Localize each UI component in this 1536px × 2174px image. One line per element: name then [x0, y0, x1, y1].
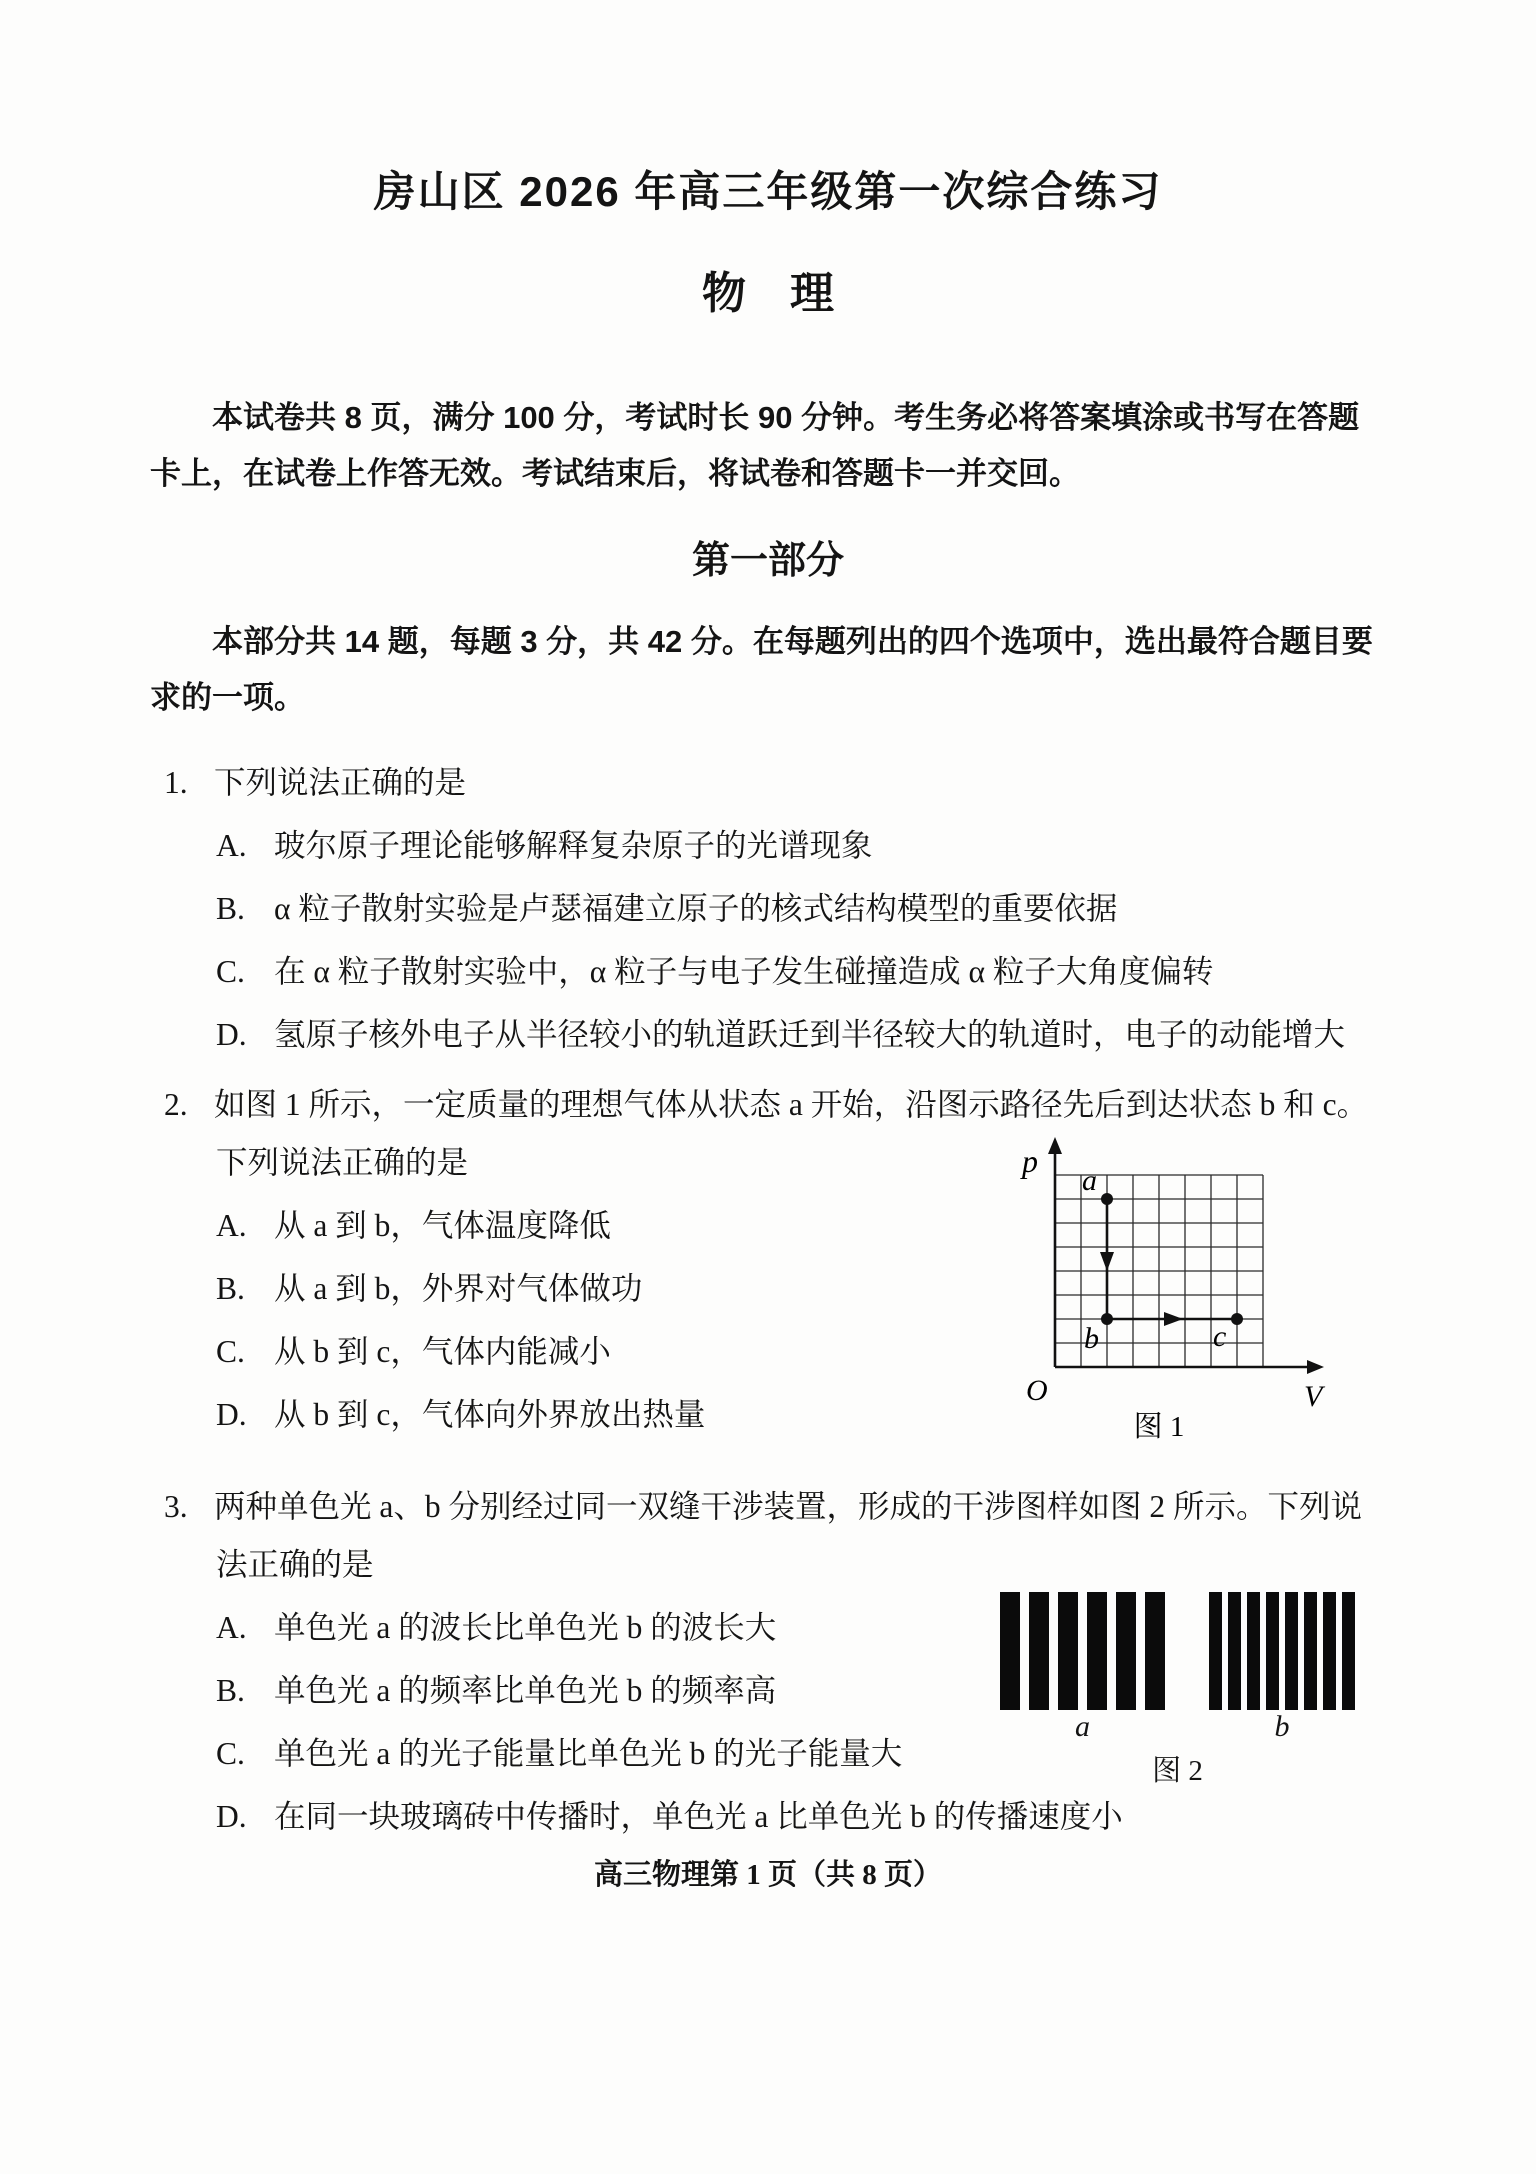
option-label: B. — [216, 1673, 245, 1708]
fringe-bar — [1000, 1592, 1020, 1710]
option-label: B. — [216, 891, 245, 926]
fringe-bar — [1087, 1592, 1107, 1710]
point-b-label: b — [1084, 1322, 1099, 1355]
process-path — [1107, 1199, 1237, 1319]
option-label: C. — [216, 1334, 245, 1369]
page-footer: 高三物理第 1 页（共 8 页） — [593, 1859, 942, 1891]
origin-label: O — [1026, 1374, 1048, 1407]
question-2-stem — [164, 1082, 1390, 1128]
fringe-bar — [1247, 1592, 1260, 1710]
question-1-stem-text: 下列说法正确的是 — [214, 765, 467, 800]
label-spacer — [1165, 1710, 1209, 1744]
question-3-stem-text: 两种单色光 a、b 分别经过同一双缝干涉装置，形成的干涉图样如图 2 所示。下列说 — [214, 1489, 1362, 1524]
option-text: 从 a 到 b，外界对气体做功 — [274, 1271, 643, 1306]
option-label: C. — [216, 1736, 245, 1771]
right-arrowhead — [1164, 1312, 1183, 1326]
question-3-stem — [164, 1484, 1390, 1530]
fringe-bar — [1342, 1592, 1355, 1710]
question-1-number: 1. — [164, 765, 188, 800]
fringe-bar — [1285, 1592, 1298, 1710]
option-text: 单色光 a 的频率比单色光 b 的频率高 — [274, 1673, 777, 1708]
fringe-pattern-a — [1000, 1592, 1165, 1710]
state-point-b — [1101, 1313, 1113, 1325]
figure-2-interference-patterns — [1000, 1592, 1380, 1794]
option-text: α 粒子散射实验是卢瑟福建立原子的核式结构模型的重要依据 — [274, 891, 1118, 926]
state-point-a — [1101, 1193, 1113, 1205]
part1-instructions: 本部分共 14 题，每题 3 分，共 42 分。在每题列出的四个选项中，选出最符合题目要求的一项。 — [150, 624, 1373, 715]
option-text: 氢原子核外电子从半径较小的轨道跃迁到半径较大的轨道时，电子的动能增大 — [274, 1017, 1346, 1052]
question-3-stem-line2: 法正确的是 — [216, 1547, 374, 1582]
question-1-option-a — [150, 823, 1390, 869]
fringe-bar — [1145, 1592, 1165, 1710]
option-text: 从 b 到 c，气体向外界放出热量 — [274, 1397, 706, 1432]
option-text: 从 b 到 c，气体内能减小 — [274, 1334, 611, 1369]
fringe-bar — [1058, 1592, 1078, 1710]
fringe-bar — [1228, 1592, 1241, 1710]
pattern-b-label: b — [1274, 1710, 1290, 1743]
fringe-bar — [1304, 1592, 1317, 1710]
figure-2-caption: 图 2 — [1152, 1755, 1203, 1787]
option-label: D. — [216, 1799, 247, 1834]
pv-diagram-svg — [1010, 1130, 1340, 1442]
option-text: 在 α 粒子散射实验中，α 粒子与电子发生碰撞造成 α 粒子大角度偏转 — [274, 954, 1214, 989]
question-1-stem — [164, 760, 1390, 806]
question-1-option-d — [150, 1012, 1390, 1058]
option-label: A. — [216, 1208, 247, 1243]
exam-instructions: 本试卷共 8 页，满分 100 分，考试时长 90 分钟。考生务必将答案填涂或书写在答题卡上，在试卷上作答无效。考试结束后，将试卷和答题卡一并交回。 — [150, 400, 1360, 491]
point-c-label: c — [1213, 1320, 1227, 1353]
question-2 — [150, 1082, 1390, 1442]
fringe-bar — [1266, 1592, 1279, 1710]
x-axis-arrowhead — [1307, 1360, 1324, 1374]
question-3-option-d — [150, 1794, 1390, 1840]
option-text: 玻尔原子理论能够解释复杂原子的光谱现象 — [274, 828, 873, 863]
figure-1-pv-diagram — [1010, 1130, 1340, 1455]
figure-1-caption: 图 1 — [1133, 1411, 1185, 1442]
y-axis-arrowhead — [1048, 1137, 1062, 1154]
question-2-stem-line2: 下列说法正确的是 — [216, 1145, 469, 1180]
x-axis-label: V — [1304, 1380, 1323, 1413]
option-label: A. — [216, 1610, 247, 1645]
fringe-bar — [1029, 1592, 1049, 1710]
fringe-patterns — [1000, 1592, 1380, 1710]
fringe-bar — [1116, 1592, 1136, 1710]
point-a-label: a — [1082, 1164, 1097, 1197]
option-text: 从 a 到 b，气体温度降低 — [274, 1208, 611, 1243]
option-label: C. — [216, 954, 245, 989]
option-label: A. — [216, 828, 247, 863]
question-1 — [150, 760, 1390, 1058]
option-label: D. — [216, 1017, 247, 1052]
subject-title: 物 理 — [702, 269, 834, 318]
question-1-option-b — [150, 886, 1390, 932]
down-arrowhead — [1100, 1252, 1114, 1271]
part1-heading: 第一部分 — [691, 540, 844, 582]
y-axis-label: p — [1022, 1143, 1038, 1179]
pattern-a-label: a — [1075, 1710, 1090, 1743]
fringe-bar — [1323, 1592, 1336, 1710]
question-2-number: 2. — [164, 1087, 188, 1122]
page-title: 房山区 2026 年高三年级第一次综合练习 — [373, 168, 1163, 215]
fringe-pattern-b — [1209, 1592, 1355, 1710]
option-text: 在同一块玻璃砖中传播时，单色光 a 比单色光 b 的传播速度小 — [274, 1799, 1123, 1834]
option-text: 单色光 a 的波长比单色光 b 的波长大 — [274, 1610, 777, 1645]
option-label: D. — [216, 1397, 247, 1432]
question-1-option-c — [150, 949, 1390, 995]
option-label: B. — [216, 1271, 245, 1306]
question-3 — [150, 1484, 1390, 1840]
fringe-labels — [1000, 1710, 1380, 1744]
question-2-stem-text: 如图 1 所示，一定质量的理想气体从状态 a 开始，沿图示路径先后到达状态 b 和 c。 — [214, 1087, 1369, 1122]
option-text: 单色光 a 的光子能量比单色光 b 的光子能量大 — [274, 1736, 903, 1771]
state-point-c — [1231, 1313, 1243, 1325]
fringe-bar — [1209, 1592, 1222, 1710]
question-3-number: 3. — [164, 1489, 188, 1524]
